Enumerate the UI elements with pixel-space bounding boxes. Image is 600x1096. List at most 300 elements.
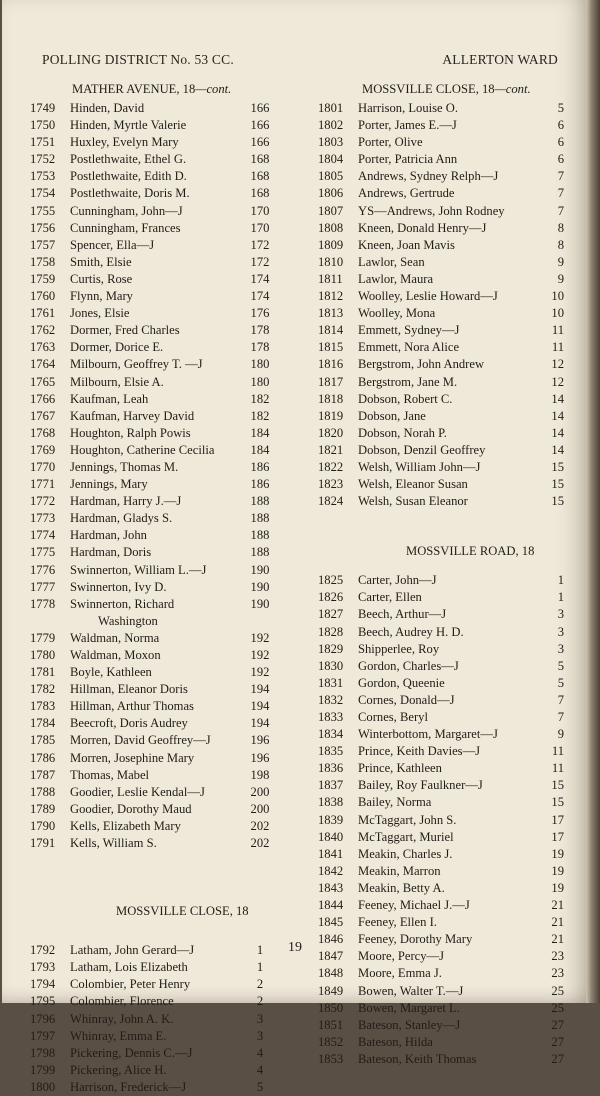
elector-number: 1831 — [318, 675, 344, 690]
house-number: 10 — [551, 289, 564, 304]
house-number: 186 — [250, 477, 270, 492]
elector-number: 1765 — [30, 374, 56, 389]
house-number: 5 — [557, 658, 564, 673]
house-number: 188 — [250, 528, 270, 543]
elector-name: Whinray, John A. K. — [70, 1011, 174, 1026]
list-item — [30, 1062, 280, 1079]
elector-number: 1829 — [318, 641, 344, 656]
elector-name: Hillman, Eleanor Doris — [70, 682, 188, 697]
street-name: MOSSVILLE CLOSE, 18 — [362, 82, 495, 96]
elector-name: Houghton, Ralph Powis — [70, 425, 191, 440]
list-item — [318, 692, 564, 709]
elector-name: Dobson, Norah P. — [358, 425, 447, 440]
house-number: 192 — [250, 665, 270, 680]
list-item — [30, 134, 280, 151]
elector-number: 1795 — [30, 994, 56, 1009]
elector-name: Hardman, Doris — [70, 545, 152, 560]
elector-name: McTaggart, Muriel — [358, 829, 454, 844]
list-item — [318, 288, 564, 305]
elector-number: 1804 — [318, 152, 344, 167]
elector-name: Spencer, Ella—J — [70, 237, 155, 252]
house-number: 12 — [551, 374, 564, 389]
house-number: 192 — [250, 648, 270, 662]
elector-number: 1803 — [318, 135, 344, 150]
house-number: 6 — [557, 118, 564, 133]
house-number: 200 — [250, 801, 270, 816]
list-item — [30, 715, 280, 732]
elector-name: Latham, John Gerard—J — [70, 943, 195, 958]
house-number: 15 — [551, 778, 564, 793]
list-item — [318, 271, 564, 288]
house-number: 7 — [557, 203, 564, 218]
elector-number: 1838 — [318, 795, 344, 810]
list-item — [30, 544, 280, 561]
list-item — [318, 760, 564, 777]
house-number: 15 — [551, 459, 564, 474]
elector-name: Thomas, Mabel — [70, 767, 150, 782]
elector-name: Milbourn, Geoffrey T. —J — [70, 357, 203, 372]
list-item — [318, 391, 564, 408]
elector-number: 1812 — [318, 289, 344, 304]
list-item — [30, 818, 280, 835]
elector-name: Andrews, Gertrude — [358, 186, 455, 201]
list-item — [30, 408, 280, 425]
elector-number: 1808 — [318, 220, 344, 235]
list-item — [30, 527, 280, 544]
list-item — [30, 459, 280, 476]
house-number: 184 — [250, 425, 270, 440]
list-item — [30, 959, 280, 976]
elector-name: Waldman, Moxon — [70, 648, 161, 662]
list-item — [318, 425, 564, 442]
elector-name: Hardman, John — [70, 528, 147, 543]
elector-name: Bergstrom, John Andrew — [358, 357, 485, 372]
elector-number: 1802 — [318, 118, 344, 133]
house-number: 7 — [557, 169, 564, 184]
elector-name: Cornes, Donald—J — [358, 692, 455, 707]
elector-number: 1849 — [318, 983, 344, 998]
list-item — [318, 117, 564, 134]
list-item — [318, 237, 564, 254]
elector-number: 1805 — [318, 169, 344, 184]
elector-name: Carter, John—J — [358, 573, 437, 588]
elector-name: Moore, Emma J. — [358, 966, 442, 981]
elector-name: Huxley, Evelyn Mary — [70, 135, 179, 150]
elector-name: Postlethwaite, Edith D. — [70, 169, 187, 184]
list-item — [30, 767, 280, 784]
house-number: 2 — [256, 977, 264, 992]
list-item — [318, 914, 564, 931]
elector-number: 1786 — [30, 750, 56, 765]
elector-number: 1794 — [30, 977, 56, 992]
elector-number: 1847 — [318, 949, 344, 964]
house-number: 194 — [250, 716, 270, 731]
house-number: 21 — [551, 898, 564, 913]
elector-number: 1830 — [318, 658, 344, 673]
house-number: 7 — [557, 186, 564, 201]
elector-number: 1762 — [30, 323, 56, 338]
list-item — [30, 185, 280, 202]
elector-name: Woolley, Mona — [358, 306, 436, 321]
elector-number: 1814 — [318, 323, 344, 338]
house-number: 170 — [250, 220, 270, 235]
elector-name: Postlethwaite, Ethel G. — [70, 152, 187, 167]
list-item — [318, 983, 564, 1000]
elector-name: Kaufman, Leah — [70, 391, 149, 406]
house-number: 15 — [551, 795, 564, 810]
house-number: 190 — [250, 579, 270, 594]
house-number: 174 — [250, 289, 270, 304]
elector-name: Feeney, Ellen I. — [358, 915, 437, 930]
elector-name: McTaggart, John S. — [358, 812, 457, 827]
house-number: 178 — [250, 323, 270, 338]
house-number: 190 — [250, 596, 270, 611]
list-item — [30, 151, 280, 168]
house-number: 166 — [250, 101, 270, 115]
list-item — [30, 784, 280, 801]
elector-number: 1761 — [30, 306, 56, 321]
elector-name: Jennings, Thomas M. — [70, 459, 179, 474]
house-number: 17 — [551, 812, 564, 827]
list-item — [30, 510, 280, 527]
list-item — [318, 442, 564, 459]
elector-number: 1852 — [318, 1034, 344, 1049]
list-item — [30, 288, 280, 305]
elector-name: Milbourn, Elsie A. — [70, 374, 164, 389]
list-item — [30, 1028, 280, 1045]
list-item — [318, 846, 564, 863]
list-item — [318, 1034, 564, 1051]
list-item — [318, 100, 564, 117]
list-item — [318, 185, 564, 202]
house-number: 180 — [250, 374, 270, 389]
elector-number: 1775 — [30, 545, 56, 560]
house-number: 4 — [256, 1062, 264, 1077]
register-page — [2, 0, 588, 1094]
elector-name: Lawlor, Maura — [358, 271, 434, 286]
elector-number: 1821 — [318, 442, 344, 457]
list-item — [30, 391, 280, 408]
list-item — [318, 305, 564, 322]
house-number: 166 — [250, 135, 270, 150]
elector-name: Welsh, Susan Eleanor — [358, 494, 468, 509]
elector-name-continuation: Washington — [98, 613, 158, 628]
elector-number: 1790 — [30, 818, 56, 833]
house-number: 27 — [551, 1017, 564, 1032]
elector-number: 1779 — [30, 630, 56, 645]
elector-name: Cunningham, John—J — [70, 203, 183, 218]
house-number: 194 — [250, 682, 270, 697]
elector-name: Jones, Elsie — [70, 306, 130, 321]
list-item — [30, 732, 280, 749]
elector-name: Jennings, Mary — [70, 477, 148, 492]
elector-number: 1846 — [318, 932, 344, 947]
elector-name: Gordon, Charles—J — [358, 658, 459, 673]
list-item — [318, 794, 564, 811]
list-item — [30, 203, 280, 220]
list-item — [30, 698, 280, 715]
elector-number: 1822 — [318, 459, 344, 474]
elector-number: 1807 — [318, 203, 344, 218]
street-name: MOSSVILLE CLOSE, 18 — [116, 904, 249, 919]
list-item — [318, 476, 564, 493]
elector-name: Bateson, Hilda — [358, 1034, 433, 1049]
elector-name: Feeney, Michael J.—J — [358, 898, 470, 913]
list-item — [30, 339, 280, 356]
list-item — [318, 254, 564, 271]
elector-number: 1771 — [30, 477, 56, 492]
house-number: 27 — [551, 1034, 564, 1049]
street-heading — [30, 78, 280, 100]
house-number: 7 — [557, 710, 564, 724]
elector-number: 1781 — [30, 665, 56, 680]
elector-name: Swinnerton, Ivy D. — [70, 579, 167, 594]
list-item — [318, 658, 564, 675]
elector-number: 1798 — [30, 1045, 56, 1060]
elector-number: 1760 — [30, 289, 56, 304]
house-number: 6 — [557, 135, 564, 150]
house-number: 19 — [551, 846, 564, 861]
street-heading — [318, 540, 564, 562]
elector-number: 1851 — [318, 1017, 344, 1032]
elector-number: 1800 — [30, 1079, 56, 1094]
house-number: 11 — [551, 340, 564, 355]
elector-name: Curtis, Rose — [70, 271, 133, 286]
list-item — [30, 442, 280, 459]
list-item — [30, 1079, 280, 1096]
elector-number: 1796 — [30, 1011, 56, 1026]
house-number: 3 — [557, 607, 564, 622]
house-number: 19 — [551, 863, 564, 878]
elector-name: Welsh, Eleanor Susan — [358, 477, 468, 492]
elector-number: 1819 — [318, 408, 344, 423]
entry-list — [318, 572, 564, 1068]
page-number: 19 — [288, 940, 302, 955]
list-item — [318, 203, 564, 220]
elector-number: 1810 — [318, 254, 344, 269]
list-item — [318, 1017, 564, 1034]
elector-number: 1837 — [318, 778, 344, 793]
list-item — [30, 993, 280, 1010]
house-number: 200 — [250, 784, 270, 799]
list-item — [318, 572, 564, 589]
house-number: 8 — [557, 237, 564, 252]
house-number: 15 — [551, 494, 564, 509]
street-heading — [318, 78, 564, 100]
list-item — [30, 562, 280, 579]
house-number: 174 — [250, 271, 270, 286]
elector-number: 1776 — [30, 562, 56, 577]
house-number: 182 — [250, 391, 270, 406]
elector-name: Hardman, Gladys S. — [70, 511, 173, 526]
elector-name: Carter, Ellen — [358, 590, 422, 605]
elector-name: Waldman, Norma — [70, 630, 160, 645]
elector-number: 1749 — [30, 101, 56, 115]
house-number: 1 — [557, 573, 564, 588]
list-item — [30, 168, 280, 185]
elector-number: 1766 — [30, 391, 56, 406]
elector-name: Bergstrom, Jane M. — [358, 374, 458, 389]
house-number: 1 — [256, 943, 264, 958]
elector-name: Prince, Keith Davies—J — [358, 744, 481, 759]
elector-number: 1848 — [318, 966, 344, 981]
list-item — [318, 829, 564, 846]
house-number: 172 — [250, 254, 270, 269]
elector-name: Lawlor, Sean — [358, 254, 425, 269]
house-number: 11 — [551, 323, 564, 338]
elector-name: Harrison, Louise O. — [358, 101, 459, 115]
elector-name: Dormer, Fred Charles — [70, 323, 180, 338]
list-item — [318, 743, 564, 760]
house-number: 12 — [551, 357, 564, 372]
house-number: 10 — [551, 306, 564, 321]
elector-number: 1774 — [30, 528, 56, 543]
house-number: 166 — [250, 118, 270, 133]
elector-name: Pickering, Alice H. — [70, 1062, 167, 1077]
elector-number: 1801 — [318, 101, 344, 115]
house-number: 180 — [250, 357, 270, 372]
elector-number: 1783 — [30, 699, 56, 714]
elector-number: 1777 — [30, 579, 56, 594]
elector-number: 1842 — [318, 863, 344, 878]
elector-number: 1845 — [318, 915, 344, 930]
elector-number: 1818 — [318, 391, 344, 406]
elector-number: 1764 — [30, 357, 56, 372]
house-number: 188 — [250, 511, 270, 526]
house-number: 21 — [551, 932, 564, 947]
house-number: 1 — [256, 960, 264, 975]
elector-name: Woolley, Leslie Howard—J — [358, 289, 498, 304]
elector-number: 1758 — [30, 254, 56, 269]
elector-name: Kaufman, Harvey David — [70, 408, 195, 423]
elector-name: Hinden, Myrtle Valerie — [70, 118, 187, 133]
elector-name: Bateson, Stanley—J — [358, 1017, 461, 1032]
elector-number: 1844 — [318, 898, 344, 913]
right-column — [318, 78, 564, 1068]
house-number: 186 — [250, 459, 270, 474]
elector-name: Dormer, Dorice E. — [70, 340, 164, 355]
elector-name: Beech, Arthur—J — [358, 607, 447, 622]
elector-number: 1772 — [30, 494, 56, 509]
list-item — [318, 606, 564, 623]
elector-number: 1815 — [318, 340, 344, 355]
list-item — [30, 1011, 280, 1028]
elector-name: Smith, Elsie — [70, 254, 132, 269]
elector-name: Flynn, Mary — [70, 289, 133, 304]
list-item — [318, 493, 564, 510]
elector-number: 1784 — [30, 716, 56, 731]
elector-name: Houghton, Catherine Cecilia — [70, 442, 215, 457]
house-number: 202 — [250, 818, 270, 833]
elector-number: 1788 — [30, 784, 56, 799]
house-number: 182 — [250, 408, 270, 423]
elector-name: Morren, Josephine Mary — [70, 750, 195, 765]
list-item — [318, 880, 564, 897]
list-item — [318, 356, 564, 373]
elector-number: 1841 — [318, 846, 344, 861]
list-item — [30, 237, 280, 254]
elector-number: 1834 — [318, 727, 344, 742]
list-item — [30, 681, 280, 698]
elector-name: Hinden, David — [70, 101, 145, 115]
elector-number: 1759 — [30, 271, 56, 286]
elector-name: Goodier, Dorothy Maud — [70, 801, 192, 816]
elector-name: Emmett, Nora Alice — [358, 340, 460, 355]
elector-name: Porter, James E.—J — [358, 118, 457, 133]
elector-name: Goodier, Leslie Kendal—J — [70, 784, 205, 799]
list-item — [30, 579, 280, 596]
elector-name: Meakin, Marron — [358, 863, 441, 878]
elector-number: 1835 — [318, 744, 344, 759]
elector-name: Gordon, Queenie — [358, 675, 445, 690]
list-item — [318, 408, 564, 425]
elector-number: 1828 — [318, 624, 344, 639]
list-item — [318, 709, 564, 726]
street-heading — [30, 900, 280, 922]
house-number: 6 — [557, 152, 564, 167]
list-item — [318, 374, 564, 391]
house-number: 196 — [250, 733, 270, 748]
elector-name: Boyle, Kathleen — [70, 665, 152, 680]
list-item — [30, 801, 280, 818]
list-item — [318, 1051, 564, 1068]
list-item — [318, 965, 564, 982]
list-item — [30, 493, 280, 510]
ward-title: ALLERTON WARD — [442, 52, 558, 67]
house-number: 3 — [256, 1011, 264, 1026]
elector-number: 1797 — [30, 1028, 56, 1043]
list-item — [318, 339, 564, 356]
list-item — [318, 777, 564, 794]
elector-name: Porter, Olive — [358, 135, 423, 150]
elector-number: 1850 — [318, 1000, 344, 1015]
house-number: 170 — [250, 203, 270, 218]
elector-number: 1756 — [30, 220, 56, 235]
elector-number: 1768 — [30, 425, 56, 440]
elector-name: Meakin, Charles J. — [358, 846, 453, 861]
list-item — [30, 596, 280, 613]
elector-name: Bailey, Norma — [358, 795, 432, 810]
entry-list — [30, 942, 280, 1096]
list-item — [30, 835, 280, 852]
elector-name: Emmett, Sydney—J — [358, 323, 460, 338]
elector-number: 1832 — [318, 692, 344, 707]
elector-name: Pickering, Dennis C.—J — [70, 1045, 193, 1060]
street-cont: —cont. — [494, 82, 531, 96]
house-number: 188 — [250, 545, 270, 560]
elector-name: Cornes, Beryl — [358, 710, 428, 724]
elector-number: 1820 — [318, 425, 344, 440]
list-item — [30, 425, 280, 442]
elector-number: 1824 — [318, 494, 344, 509]
house-number: 168 — [250, 169, 270, 184]
elector-name: Welsh, William John—J — [358, 459, 481, 474]
elector-number: 1782 — [30, 682, 56, 697]
elector-number: 1791 — [30, 836, 56, 851]
house-number: 168 — [250, 186, 270, 201]
elector-name: Bailey, Roy Faulkner—J — [358, 778, 483, 793]
house-number: 3 — [557, 641, 564, 656]
house-number: 172 — [250, 237, 270, 252]
list-item — [318, 1000, 564, 1017]
house-number: 176 — [250, 306, 270, 321]
street-name: MATHER AVENUE, 18 — [72, 82, 196, 96]
elector-name: Hillman, Arthur Thomas — [70, 699, 194, 714]
house-number: 14 — [551, 425, 564, 440]
elector-name: Morren, David Geoffrey—J — [70, 733, 211, 748]
list-item — [318, 589, 564, 606]
house-number: 11 — [551, 761, 564, 776]
